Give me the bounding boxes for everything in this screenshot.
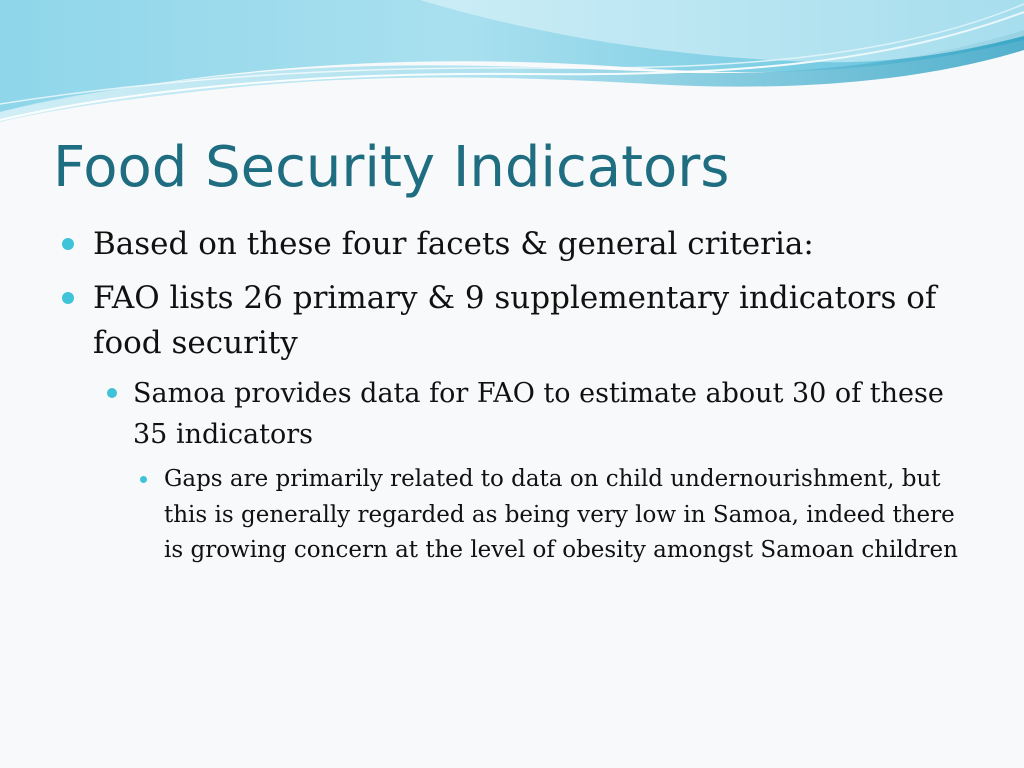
- bullet-dot-icon: [62, 238, 74, 250]
- sub-bullet-text: Samoa provides data for FAO to estimate about 30 of these 35 indicators: [133, 378, 944, 450]
- bullet-dot-icon: [140, 476, 147, 483]
- bullet-dot-icon: [62, 292, 74, 304]
- bullet-text: Based on these four facets & general criteria:: [93, 226, 814, 262]
- bullet-text: FAO lists 26 primary & 9 supplementary indicators of food security: [93, 280, 937, 361]
- sub-sub-bullet-item: [164, 462, 979, 569]
- header-wave-decoration: [0, 0, 1024, 130]
- sub-bullet-item: [133, 373, 973, 455]
- bullet-item: [93, 276, 973, 366]
- sub-sub-bullet-text: Gaps are primarily related to data on child undernourishment, but this is generally regarded as being very low in Samoa, indeed there is growing concern at the level of obesity amongst Samoan children: [164, 466, 958, 563]
- slide-title: Food Security Indicators: [53, 135, 730, 200]
- bullet-item: [93, 222, 973, 267]
- bullet-dot-icon: [107, 388, 117, 398]
